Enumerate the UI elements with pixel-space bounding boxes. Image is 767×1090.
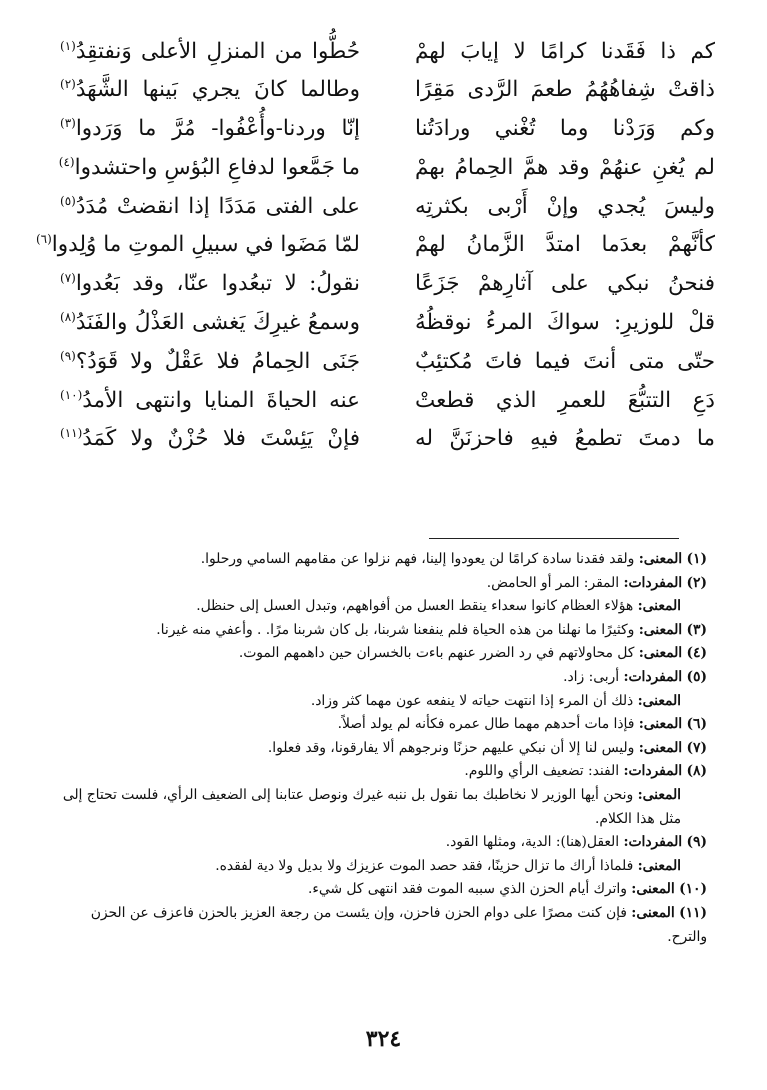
footnote-label: المعنى: [637,598,681,615]
footnote-text: فلماذا أراك ما تزال حزينًا، فقد حصد الموت عزيزك ولا بديل ولا دية لفقده. [215,857,634,874]
verse-first-hemistich: كأنَّهمْ بعدَما امتدَّ الزَّمانُ لهمْ [415,232,715,258]
verse-second-hemistich [60,116,360,142]
footnote [52,619,707,643]
footnote-text: ونحن أيها الوزير لا نخاطبك بما نقول بل ننبه غيرك ونوصل عتابنا إلى الضعيف الرأي، فلست تحتاج إلى مثل هذا الكلام. [62,786,681,827]
footnote-text: هؤلاء العظام كانوا سعداء ينقط العسل من أفواههم، وتبدل العسل إلى حنظل. [196,598,634,615]
footnote-label: المعنى: [638,621,683,638]
footnote-label: المفردات: [623,763,683,780]
footnote-marker: (١١) [60,426,83,441]
verse [60,187,715,226]
footnote-number: (٧) [686,739,707,756]
footnote-number: (٥) [686,668,707,685]
footnote-number: (٤) [686,645,707,662]
verse-second-hemistich [35,232,360,258]
footnote-text: واترك أيام الحزن الذي سببه الموت فقد انتهى كل شيء. [308,881,627,898]
footnote-label: المعنى: [637,786,681,803]
verse-second-hemistich [60,39,360,65]
verse-text: وطالما كانَ يجري بَينها الشَّهَدُ [75,77,360,103]
footnote-label: المعنى: [637,692,681,709]
verse-first-hemistich: حتّى متى أنتَ فيما فاتَ مُكتئِبٌ [415,348,715,374]
footnote-separator [429,538,679,539]
verse-first-hemistich: وكم وَرَدْنا وما تُغْني ورادَتُنا [415,116,715,142]
verse-text: جَنَى الحِمامُ فلا عَقْلٌ ولا قَوَدُ؟ [75,348,360,374]
verse-second-hemistich [60,426,360,452]
verse-text: إنّا وردنا-وأُعْفُوا- مُرَّ ما وَرَدوا [75,116,360,142]
footnote [52,642,707,666]
footnote-label: المعنى: [631,881,675,898]
verse-second-hemistich [60,310,360,336]
verse-first-hemistich: ما دمتَ تطمعُ فيهِ فاحزنَنَّ له [415,426,715,452]
verse [60,381,715,420]
verse-first-hemistich: قلْ للوزيرِ: سواكَ المرءُ نوقظُهُ [415,310,715,336]
footnote-text: المقر: المر أو الحامض. [486,574,620,591]
footnote [52,878,707,902]
footnote [52,572,707,596]
footnote [52,902,707,949]
verse-second-hemistich [60,194,360,220]
verse [60,420,715,459]
footnote-text: ذلك أن المرء إذا انتهت حياته لا ينفعه عون مهما كثر وزاد. [310,692,634,709]
verse-text: على الفتى مَدَدًا إذا انقضتْ مُدَدُ [75,193,360,219]
footnote [52,548,707,572]
verse [60,342,715,381]
footnote [52,855,707,879]
footnote [52,666,707,690]
footnote-label: المفردات: [623,574,683,591]
verse [60,32,715,71]
footnote-marker: (٤) [58,154,75,169]
footnote [52,595,707,619]
verse-text: لمّا مَضَوا في سبيلِ الموتِ ما وُلِدوا [51,232,360,258]
footnotes [52,548,707,949]
verse-first-hemistich: فنحنُ نبكي على آثارِهمْ جَزَعًا [415,271,715,297]
footnote-text: كل محاولاتهم في رد الضرر عنهم باءت بالخسران حين داهمهم الموت. [238,645,635,662]
footnote-marker: (٨) [60,309,76,324]
verse-text: وسمعُ غيرِكَ يَغشى العَذْلُ والفَنَدُ [75,310,360,336]
footnote-label: المعنى: [638,716,683,733]
verse-second-hemistich [60,349,360,375]
verse-second-hemistich [60,155,360,181]
footnote-text: ولقد فقدنا سادة كرامًا لن يعودوا إلينا، فهم نزلوا عن مقامهم السامي ورحلوا. [200,551,635,567]
page-number: ٣٢٤ [365,1026,402,1052]
verse-second-hemistich [60,77,360,103]
footnote [52,713,707,737]
verse-first-hemistich: وليسَ يُجدي وإنْ أَرْبى بكثرتِه [415,193,715,219]
footnote [52,737,707,761]
footnote-number: (١) [686,551,707,567]
footnote-marker: (١) [60,38,76,53]
footnote-number: (١٠) [679,881,707,898]
footnote [52,690,707,714]
verse [60,110,715,149]
footnote-text: الفند: تضعيف الرأي واللوم. [464,763,620,780]
footnote [52,760,707,784]
verse [60,265,715,304]
footnote [52,784,707,831]
footnote-text: العقل(هنا): الدية، ومثلها القود. [445,834,620,851]
footnote-text: وكثيرًا ما نهلنا من هذه الحياة فلم ينفعنا شربنا، بل كان شربنا مرًا. . وأعفي منه غيرنا. [156,621,635,638]
footnote-label: المعنى: [631,904,675,921]
footnote-marker: (٥) [60,193,76,208]
footnote [52,831,707,855]
verse-second-hemistich [60,271,360,297]
footnote-number: (٦) [686,716,707,733]
verse-first-hemistich: ذاقتْ شِفاهُهُمُ طعمَ الرَّدى مَقِرًا [415,77,715,103]
footnote-text: وليس لنا إلا أن نبكي عليهم حزنًا ونرجوهم ألا يفارقونا، وقد فعلوا. [267,739,635,756]
verse-text: فإنْ يَئِسْتَ فلا حُزْنٌ ولا كَمَدُ [82,426,360,452]
footnote-label: المعنى: [638,645,683,662]
footnote-marker: (٩) [60,348,76,363]
footnote-label: المفردات: [623,834,683,851]
verse-text: نقولُ: لا تبعُدوا عنّا، وقد بَعُدوا [75,271,360,297]
footnote-label: المفردات: [623,668,683,685]
verse [60,71,715,110]
footnote-marker: (٧) [60,271,76,286]
verse-text: حُطُّوا من المنزلِ الأعلى وَنفتقِدُ [75,38,360,64]
verse [35,226,715,265]
footnote-number: (١١) [679,904,707,921]
verse-second-hemistich [60,388,360,414]
footnote-label: المعنى: [638,551,683,567]
footnote-marker: (٦) [35,232,52,247]
verse [60,148,715,187]
verse [60,304,715,343]
footnote-label: المعنى: [638,739,683,756]
footnote-marker: (١٠) [60,387,83,402]
footnote-number: (٩) [686,834,707,851]
footnote-text: فإذا مات أحدهم مهما طال عمره فكأنه لم يولد أصلاً. [337,716,635,733]
verse-first-hemistich: دَعِ التتبُّعَ للعمرِ الذي قطعتْ [415,387,715,413]
verse-first-hemistich: كم ذا فَقَدنا كرامًا لا إيابَ لهمْ [415,38,715,64]
footnote-number: (٨) [686,763,707,780]
footnote-text: فإن كنت مصرًا على دوام الحزن فاحزن، وإن يئست من رجعة العزيز بالحزن فاعزف عن الحزن والترح. [90,904,707,945]
footnote-number: (٢) [686,574,707,591]
footnote-marker: (٣) [60,115,76,130]
footnote-number: (٣) [686,621,707,638]
verse-text: عنه الحياةَ المنايا وانتهى الأمدُ [82,387,360,413]
footnote-marker: (٢) [60,77,76,92]
verse-first-hemistich: لم يُغنِ عنهُمْ وقد همَّ الحِمامُ بهمْ [415,154,715,180]
poem [35,32,715,459]
footnote-label: المعنى: [637,857,681,874]
footnote-text: أربى: زاد. [563,668,620,685]
verse-text: ما جَمَّعوا لدفاعِ البُؤسِ واحتشدوا [74,154,360,180]
